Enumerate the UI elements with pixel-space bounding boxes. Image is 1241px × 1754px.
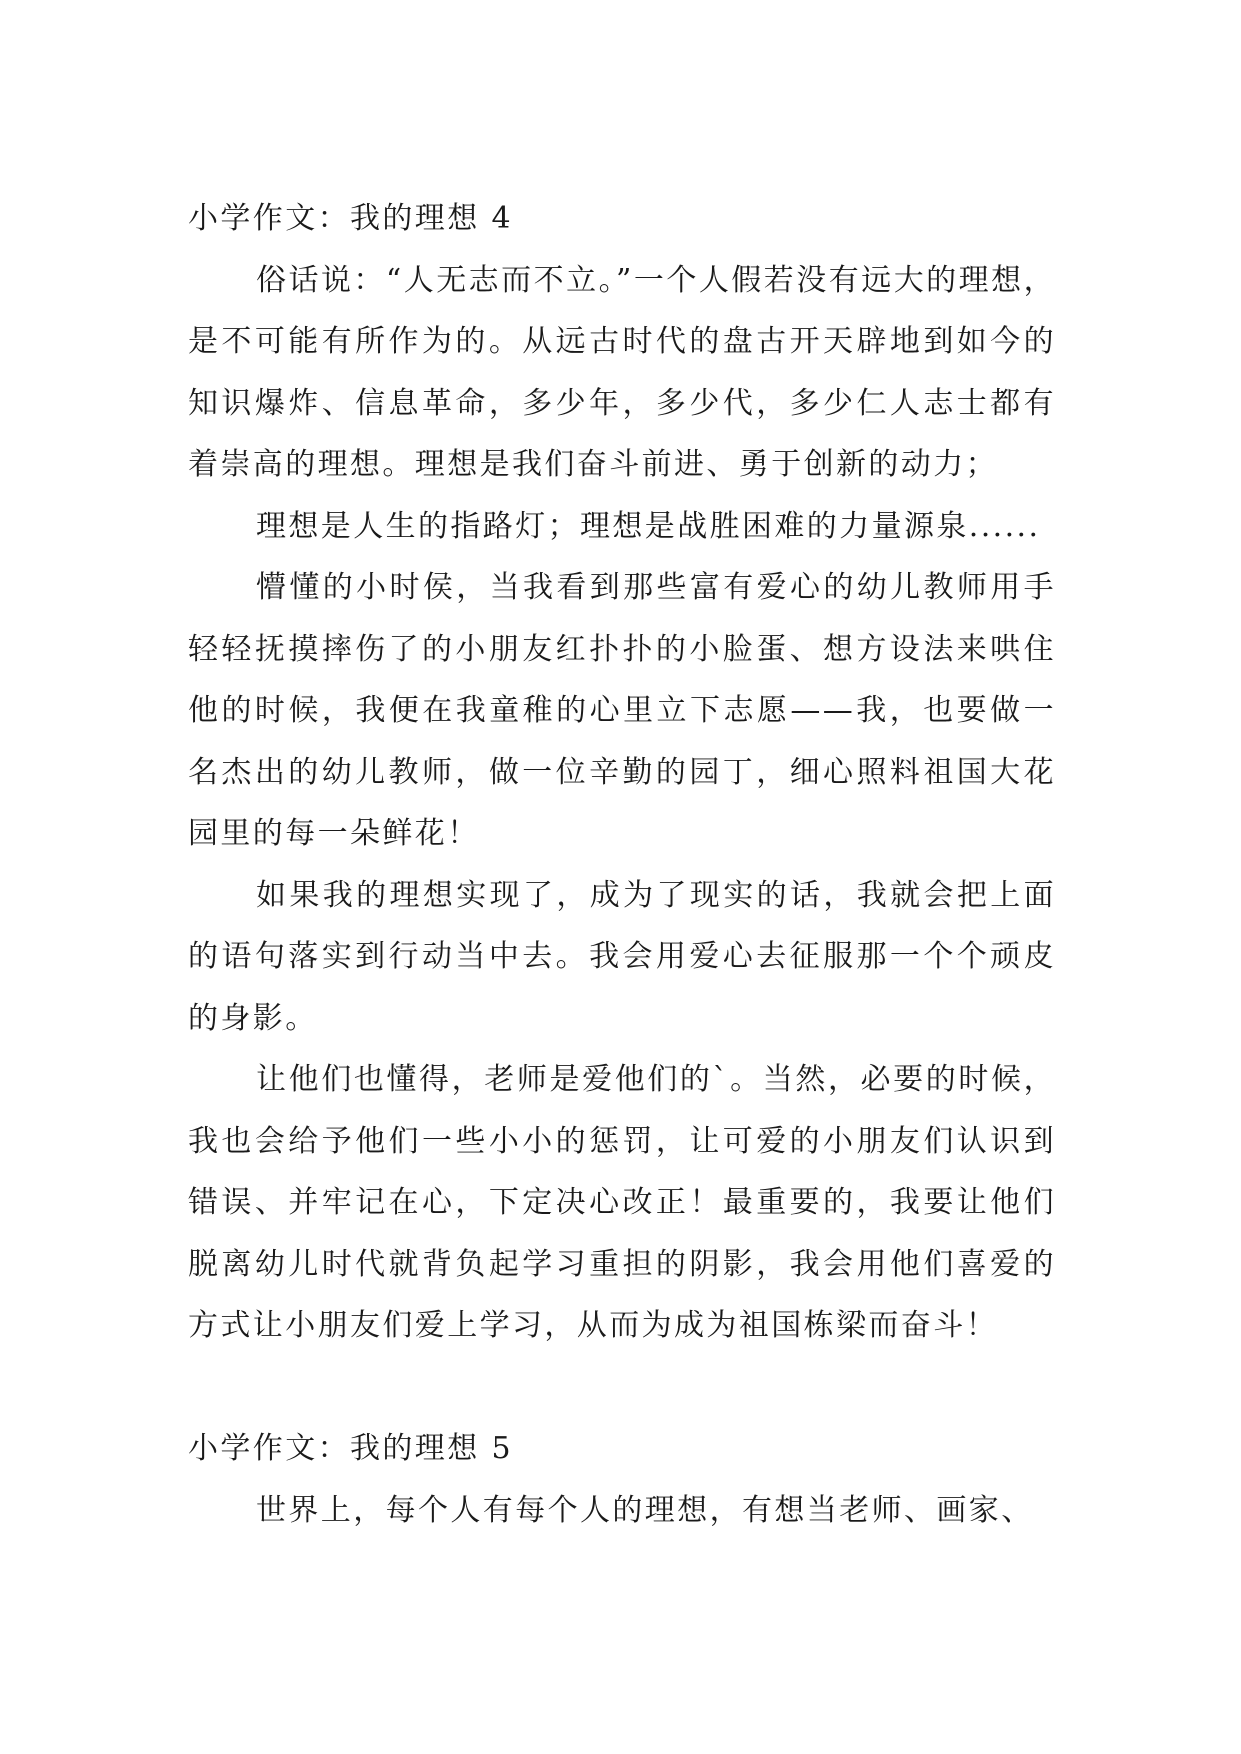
paragraph: 世界上，每个人有每个人的理想，有想当老师、画家、	[256, 1492, 1034, 1528]
document-body	[188, 188, 1056, 1541]
paragraph: 理想是人生的指路灯；理想是战胜困难的力量源泉......	[256, 508, 1041, 544]
paragraph: 懵懂的小时侯，当我看到那些富有爱心的幼儿教师用手轻轻抚摸摔伤了的小朋友红扑扑的小脸蛋、想方设法来哄住他的时候，我便在我童稚的心里立下志愿——我，也要做一名杰出的幼儿教师，做一位辛勤的园丁，细心照料祖国大花园里的每一朵鲜花！	[188, 570, 1056, 851]
section-gap	[188, 1357, 1056, 1419]
section-heading: 小学作文：我的理想 4	[188, 201, 514, 236]
paragraph: 俗话说：“人无志而不立。”一个人假若没有远大的理想，是不可能有所作为的。从远古时代的盘古开天辟地到如今的知识爆炸、信息革命，多少年，多少代，多少仁人志士都有着崇高的理想。理想是我们奋斗前进、勇于创新的动力；	[188, 262, 1056, 482]
section-heading: 小学作文：我的理想 5	[188, 1431, 514, 1466]
paragraph: 如果我的理想实现了，成为了现实的话，我就会把上面的语句落实到行动当中去。我会用爱心去征服那一个个顽皮的身影。	[188, 877, 1056, 1036]
paragraph: 让他们也懂得，老师是爱他们的`。当然，必要的时候，我也会给予他们一些小小的惩罚，让可爱的小朋友们认识到错误、并牢记在心，下定决心改正！最重要的，我要让他们脱离幼儿时代就背负起学习重担的阴影，我会用他们喜爱的方式让小朋友们爱上学习，从而为成为祖国栋梁而奋斗！	[188, 1062, 1056, 1343]
